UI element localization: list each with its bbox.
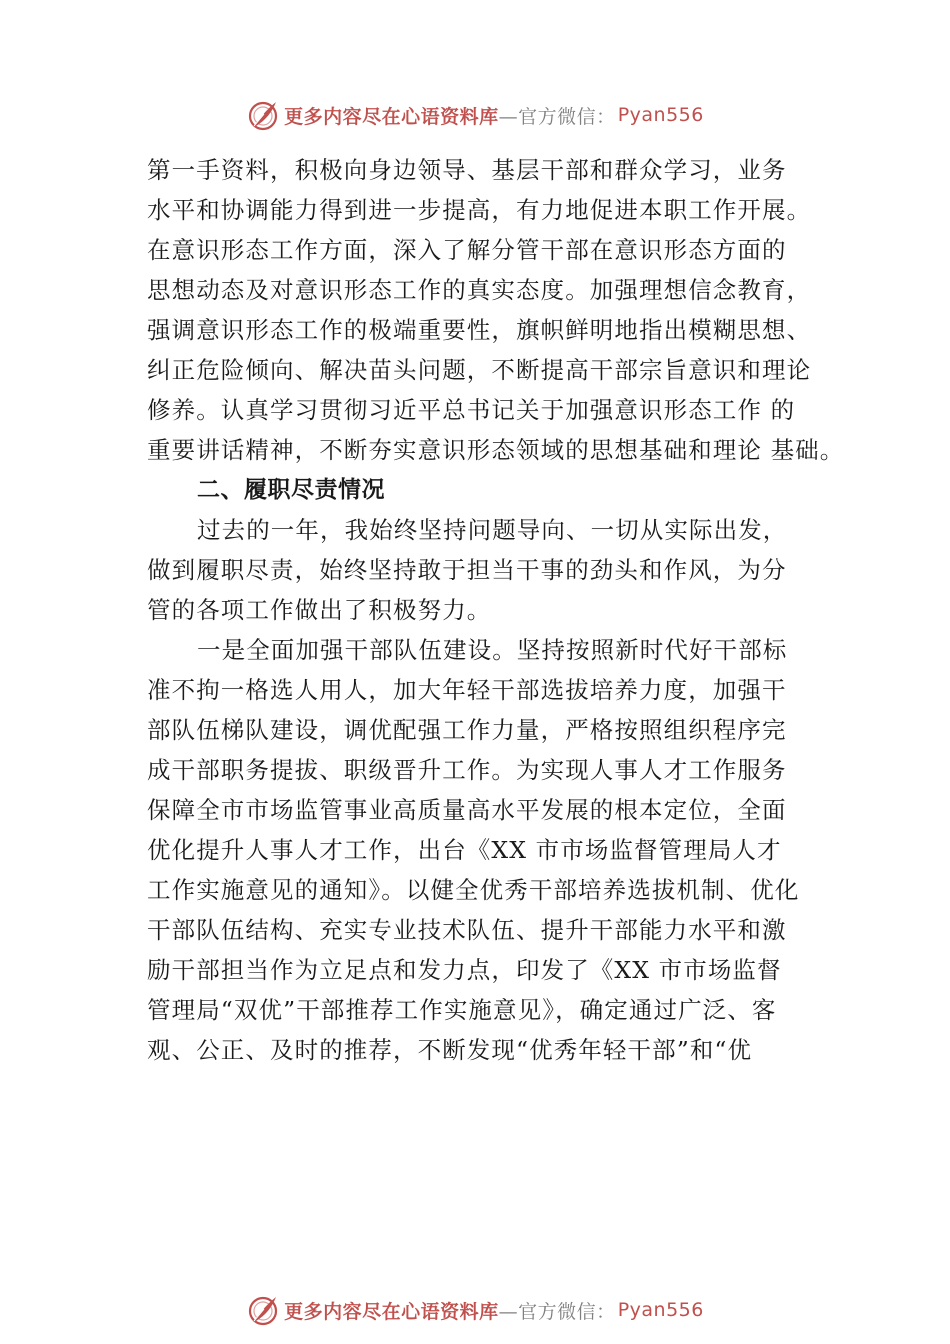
paragraph-line: 修养。认真学习贯彻习近平总书记关于加强意识形态工作 的 <box>147 396 796 424</box>
paragraph-line: 纠正危险倾向、解决苗头问题，不断提高干部宗旨意识和理论 <box>147 356 812 384</box>
paragraph-line: 一是全面加强干部队伍建设。坚持按照新时代好干部标 <box>197 636 788 664</box>
paragraph-line: 重要讲话精神，不断夯实意识形态领域的思想基础和理论 基础。 <box>147 436 845 464</box>
paragraph-line: 观、公正、及时的推荐，不断发现“优秀年轻干部”和“优 <box>147 1036 753 1064</box>
paragraph-line: 管的各项工作做出了积极努力。 <box>147 596 492 624</box>
paragraph-line: 思想动态及对意识形态工作的真实态度。加强理想信念教育， <box>147 276 812 304</box>
paragraph-line: 管理局“双优”干部推荐工作实施意见》，确定通过广泛、客 <box>147 996 777 1024</box>
paragraph-line: 优化提升人事人才工作，出台《XX 市市场监督管理局人才 <box>147 836 782 864</box>
watermark-wechat-label: —官方微信： <box>498 1300 616 1323</box>
watermark-site-name: 更多内容尽在心语资料库 <box>284 1300 499 1323</box>
document-body <box>147 150 867 1070</box>
watermark-wechat-id: Pyan556 <box>617 1299 704 1321</box>
header-watermark <box>0 95 950 135</box>
paragraph-line: 过去的一年，我始终坚持问题导向、一切从实际出发， <box>197 516 788 544</box>
footer-watermark <box>0 1290 950 1330</box>
paragraph-line: 水平和协调能力得到进一步提高，有力地促进本职工作开展。 <box>147 196 812 224</box>
quill-logo-icon <box>246 98 280 132</box>
paragraph-line: 做到履职尽责，始终坚持敢于担当干事的劲头和作风，为分 <box>147 556 787 584</box>
paragraph-line: 部队伍梯队建设，调优配强工作力量，严格按照组织程序完 <box>147 716 787 744</box>
quill-logo-icon <box>246 1293 280 1327</box>
paragraph-line: 成干部职务提拔、职级晋升工作。为实现人事人才工作服务 <box>147 756 787 784</box>
paragraph-line: 强调意识形态工作的极端重要性，旗帜鲜明地指出模糊思想、 <box>147 316 812 344</box>
watermark-wechat-id: Pyan556 <box>617 104 704 126</box>
paragraph-line: 干部队伍结构、充实专业技术队伍、提升干部能力水平和激 <box>147 916 787 944</box>
paragraph-line: 励干部担当作为立足点和发力点，印发了《XX 市市场监督 <box>147 956 782 984</box>
paragraph-line: 准不拘一格选人用人，加大年轻干部选拔培养力度，加强干 <box>147 676 787 704</box>
paragraph-line: 第一手资料，积极向身边领导、基层干部和群众学习，业务 <box>147 156 787 184</box>
paragraph-line: 在意识形态工作方面，深入了解分管干部在意识形态方面的 <box>147 236 787 264</box>
paragraph-line: 保障全市市场监管事业高质量高水平发展的根本定位，全面 <box>147 796 787 824</box>
paragraph-line: 工作实施意见的通知》。以健全优秀干部培养选拔机制、优化 <box>147 876 800 904</box>
section-heading: 二、履职尽责情况 <box>197 477 385 503</box>
watermark-wechat-label: —官方微信： <box>498 105 616 128</box>
watermark-site-name: 更多内容尽在心语资料库 <box>284 105 499 128</box>
